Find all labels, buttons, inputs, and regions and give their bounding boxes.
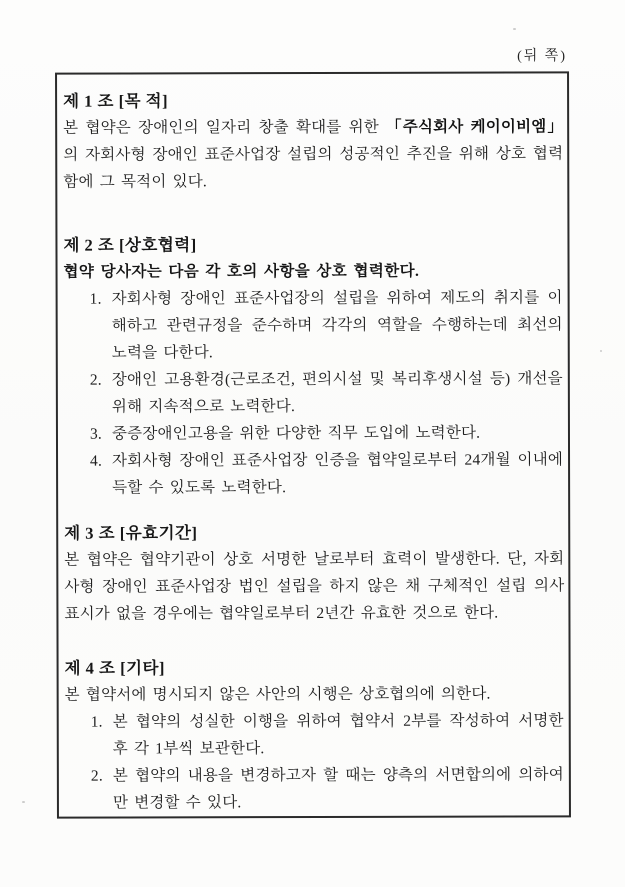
item-text: 본 협약의 내용을 변경하고자 할 때는 양측의 서면합의에 의하여만 변경할 수 있다.: [112, 766, 564, 812]
item-text: 자회사형 장애인 표준사업장 인증을 협약일로부터 24개월 이내에 득할 수 있도록 노력한다.: [112, 451, 564, 497]
article-1-heading: 제 1 조 [목 적]: [63, 91, 169, 111]
item-number: 3.: [89, 425, 103, 443]
article-4-intro: 본 협약서에 명시되지 않은 사안의 시행은 상호협의에 의한다.: [64, 685, 491, 704]
list-item: [64, 446, 564, 501]
list-item: [65, 761, 565, 816]
item-number: 2.: [90, 767, 103, 785]
article-4-list: [65, 707, 565, 816]
back-page-marker: (뒤 쪽): [517, 49, 567, 64]
article-3-body: 본 협약은 협약기관이 상호 서명한 날로부터 효력이 발생한다. 단, 자회사형 장애인 표준사업장 법인 설립을 하지 않은 채 구체적인 설립 의사 표시가 없을 경우에는 협약일로부터 2년간 유효한 것으로 한다.: [64, 550, 565, 623]
item-number: 1.: [90, 713, 103, 731]
scan-speckle: [22, 801, 25, 803]
item-text: 중증장애인고용을 위한 다양한 직무 도입에 노력한다.: [111, 424, 481, 443]
item-number: 4.: [90, 452, 103, 470]
section-article-3: [64, 518, 564, 627]
scan-speckle: [600, 350, 602, 352]
list-item: [65, 707, 565, 762]
company-name: 「주식회사 케이이비엠」: [386, 118, 564, 136]
article-2-intro: 협약 당사자는 다음 각 호의 사항을 상호 협력한다.: [63, 262, 420, 281]
list-item: [64, 419, 564, 447]
item-text: 자회사형 장애인 표준사업장의 설립을 위하여 제도의 취지를 이해하고 관련규정을 준수하며 각각의 역할을 수행하는데 최선의 노력을 다한다.: [111, 289, 563, 362]
article-1-body-pre: 본 협약은 장애인의 일자리 창출 확대를 위한: [63, 118, 387, 137]
list-item: [64, 365, 564, 420]
article-4-heading: 제 4 조 [기타]: [64, 658, 165, 678]
section-article-4: [65, 653, 565, 816]
item-text: 본 협약의 성실한 이행을 위하여 협약서 2부를 작성하여 서명한 후 각 1부씩 보관한다.: [112, 712, 564, 758]
article-2-list: [64, 284, 565, 501]
scan-speckle: [513, 28, 516, 30]
article-2-heading: 제 2 조 [상호협력]: [63, 235, 197, 255]
section-article-2: [63, 230, 564, 501]
item-number: 1.: [89, 290, 102, 308]
section-article-1: [63, 86, 563, 195]
article-3-heading: 제 3 조 [유효기간]: [64, 523, 198, 543]
agreement-border-box: [55, 71, 571, 818]
article-1-body: [63, 113, 563, 195]
article-1-body-post: 의 자회사형 장애인 표준사업장 설립의 성공적인 추진을 위해 상호 협력함에 그 목적이 있다.: [63, 145, 564, 191]
list-item: [64, 284, 564, 366]
item-number: 2.: [89, 371, 102, 389]
item-text: 장애인 고용환경(근로조건, 편의시설 및 복리후생시설 등) 개선을 위해 지속적으로 노력한다.: [111, 370, 563, 416]
